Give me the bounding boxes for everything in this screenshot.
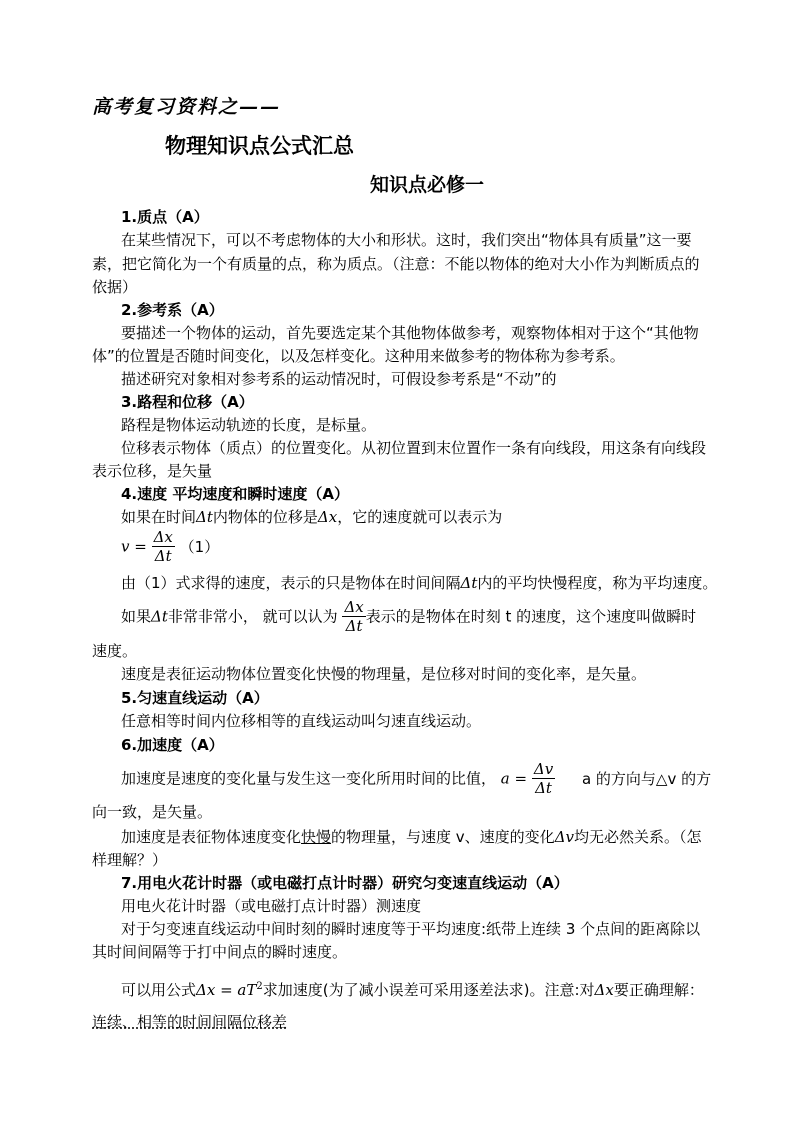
math-delta-t: Δt	[460, 574, 478, 592]
paragraph-line: 体”的位置是否随时间变化，以及怎样变化。这种用来做参考的物体称为参考系。	[92, 347, 625, 365]
paragraph-line: 位移表示物体（质点）的位置变化。从初位置到末位置作一条有向线段，用这条有向线段	[121, 439, 707, 457]
fraction-denominator: Δt	[342, 616, 365, 635]
paragraph-line	[121, 826, 702, 848]
fraction	[152, 528, 175, 565]
text-span: 可以用公式	[121, 981, 197, 999]
paragraph-line: 对于匀变速直线运动中间时刻的瞬时速度等于平均速度:纸带上连续 3 个点间的距离除以	[121, 920, 701, 938]
paragraph-line: 向一致，是矢量。	[92, 803, 213, 821]
text-span: 求加速度(为了减小误差可采用逐差法求)。注意:对	[262, 981, 595, 999]
paragraph-line: 表示位移，是矢量	[92, 462, 213, 480]
section-heading-7: 7.用电火花计时器（或电磁打点计时器）研究匀变速直线运动（A）	[121, 874, 569, 892]
text-span: 如果在时间	[121, 508, 197, 526]
fraction-denominator: Δt	[152, 546, 175, 565]
section-heading-3: 3.路程和位移（A）	[121, 393, 254, 411]
fraction-numerator: Δv	[533, 760, 554, 778]
text-span: a 的方向与△v 的方	[581, 769, 712, 788]
underlined-text: 快慢	[301, 828, 332, 846]
series-heading: 高考复习资料之——	[92, 96, 282, 118]
section-heading-6: 6.加速度（A）	[121, 736, 224, 754]
section-heading-5: 5.匀速直线运动（A）	[121, 689, 269, 707]
paragraph-line: 描述研究对象相对参考系的运动情况时，可假设参考系是“不动”的	[121, 370, 557, 388]
math-delta-t: Δt	[196, 508, 213, 526]
math-superscript: 2	[256, 981, 263, 992]
paragraph-line: 样理解？）	[92, 851, 168, 869]
math-formula: Δx = aT	[196, 981, 257, 999]
text-span: 非常非常小， 就可以认为	[167, 607, 338, 626]
fraction-numerator: Δx	[153, 528, 173, 546]
equation-tag: （1）	[179, 538, 220, 556]
paragraph-line	[121, 506, 502, 528]
math-delta-x: Δx	[594, 981, 614, 999]
section-heading-4: 4.速度 平均速度和瞬时速度（A）	[121, 485, 349, 503]
text-span: 内的平均快慢程度，称为平均速度。	[477, 574, 718, 592]
paragraph-line	[121, 760, 711, 797]
paragraph-line: 素，把它简化为一个有质量的点，称为质点。（注意：不能以物体的绝对大小作为判断质点的	[92, 255, 700, 273]
text-span: 要正确理解：	[613, 981, 704, 999]
paragraph-line: 用电火花计时器（或电磁打点计时器）测速度	[121, 897, 422, 915]
paragraph-line	[121, 598, 696, 635]
fraction	[342, 598, 365, 635]
paragraph-line: 速度是表征运动物体位置变化快慢的物理量，是位移对时间的变化率，是矢量。	[121, 665, 647, 683]
fraction	[532, 760, 555, 797]
math-delta-v: Δv	[554, 828, 574, 846]
page-subtitle: 知识点必修一	[370, 174, 485, 196]
text-span: 的物理量，与速度 v、速度的变化	[331, 828, 555, 846]
paragraph-line	[121, 976, 704, 1001]
velocity-formula	[121, 528, 219, 565]
section-heading-2: 2.参考系（A）	[121, 301, 224, 319]
text-span: 表示的是物体在时刻 t 的速度，这个速度叫做瞬时	[365, 607, 697, 626]
text-span: 内物体的位移是	[212, 508, 318, 526]
fraction-denominator: Δt	[532, 778, 555, 797]
fraction-numerator: Δx	[344, 598, 364, 616]
text-span: 均无必然关系。（怎	[574, 828, 702, 846]
text-span: 加速度是表征物体速度变化	[121, 828, 302, 846]
paragraph-line: 速度。	[92, 642, 138, 660]
text-span: 加速度是速度的变化量与发生这一变化所用时间的比值，	[121, 769, 497, 788]
paragraph-line: 在某些情况下，可以不考虑物体的大小和形状。这时，我们突出“物体具有质量”这一要	[121, 231, 692, 249]
section-heading-1: 1.质点（A）	[121, 208, 209, 226]
page-title: 物理知识点公式汇总	[165, 134, 354, 158]
text-span: 如果	[121, 607, 152, 626]
paragraph-line: 其时间间隔等于打中间点的瞬时速度。	[92, 943, 348, 961]
paragraph-line	[121, 572, 717, 594]
math-delta-x: Δx	[317, 508, 338, 526]
paragraph-line: 任意相等时间内位移相等的直线运动叫匀速直线运动。	[121, 712, 482, 730]
formula-lhs: a =	[500, 769, 528, 788]
text-span: 由（1）式求得的速度，表示的只是物体在时间间隔	[121, 574, 461, 592]
paragraph-line: 路程是物体运动轨迹的长度，是标量。	[121, 416, 377, 434]
paragraph-line: 依据）	[92, 278, 138, 296]
math-delta-t: Δt	[151, 607, 168, 626]
formula-lhs: v =	[121, 537, 147, 556]
paragraph-line: 要描述一个物体的运动，首先要选定某个其他物体做参考，观察物体相对于这个“其他物	[121, 324, 699, 342]
text-span: ，它的速度就可以表示为	[337, 508, 503, 526]
paragraph-line: 连续、相等的时间间隔位移差	[92, 1013, 288, 1031]
